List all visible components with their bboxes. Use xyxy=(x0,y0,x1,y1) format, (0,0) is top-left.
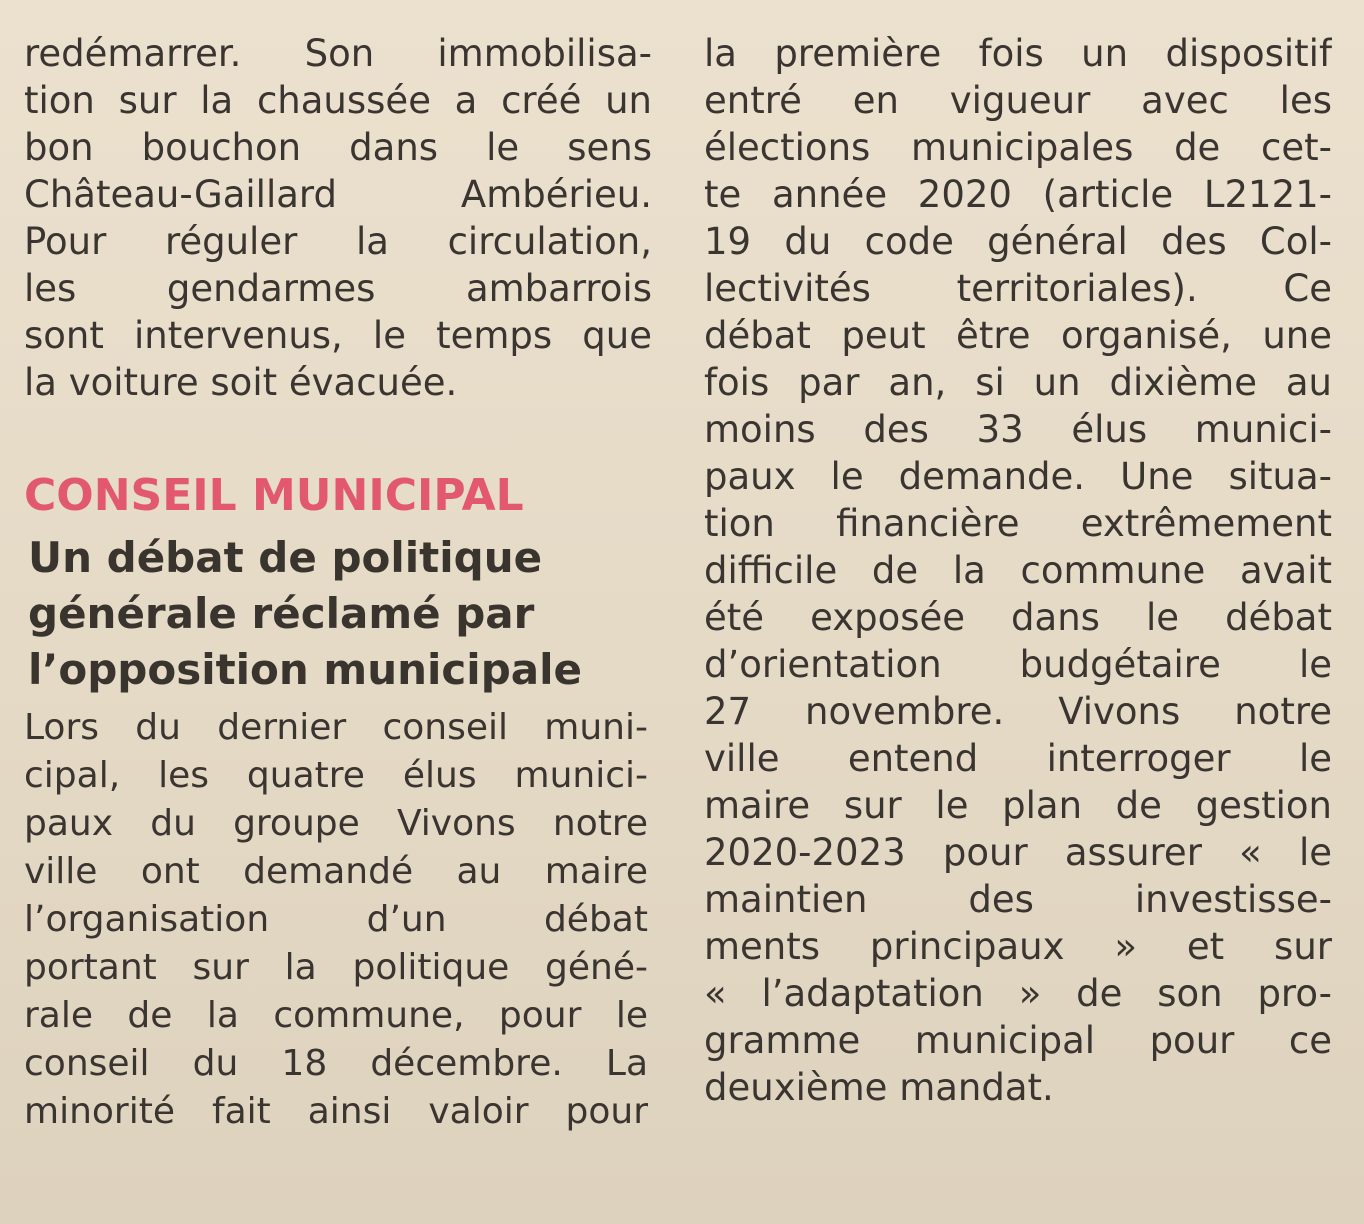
headline-line: l’opposition municipale xyxy=(28,645,582,694)
text-line: débat peut être organisé, une xyxy=(704,314,1332,357)
text-line: 19 du code général des Col- xyxy=(704,220,1332,263)
text-line: minorité fait ainsi valoir pour xyxy=(24,1091,648,1132)
section-rubric: CONSEIL MUNICIPAL xyxy=(24,470,524,521)
text-line: été exposée dans le débat xyxy=(704,596,1332,639)
text-line: paux le demande. Une situa- xyxy=(704,455,1332,498)
text-line: la première fois un dispositif xyxy=(704,32,1332,75)
text-line: ments principaux » et sur xyxy=(704,925,1332,968)
text-line: bon bouchon dans le sens xyxy=(24,126,652,169)
text-line: difficile de la commune avait xyxy=(704,549,1332,592)
text-line: conseil du 18 décembre. La xyxy=(24,1043,648,1084)
text-line: l’organisation d’un débat xyxy=(24,899,648,940)
text-line: redémarrer. Son immobilisa- xyxy=(24,32,652,75)
text-line: maire sur le plan de gestion xyxy=(704,784,1332,827)
article-headline xyxy=(28,530,648,698)
text-line: ville ont demandé au maire xyxy=(24,851,648,892)
text-line: entré en vigueur avec les xyxy=(704,79,1332,122)
text-line: 27 novembre. Vivons notre xyxy=(704,690,1332,733)
text-line: fois par an, si un dixième au xyxy=(704,361,1332,404)
text-line: Pour réguler la circulation, xyxy=(24,220,652,263)
text-line: tion sur la chaussée a créé un xyxy=(24,79,652,122)
article-body-left-column xyxy=(24,704,648,1136)
text-line: Château-Gaillard Ambérieu. xyxy=(24,173,652,216)
text-line: « l’adaptation » de son pro- xyxy=(704,972,1332,1015)
text-line: d’orientation budgétaire le xyxy=(704,643,1332,686)
text-line: deuxième mandat. xyxy=(704,1066,1054,1109)
text-line: la voiture soit évacuée. xyxy=(24,361,458,404)
text-line: rale de la commune, pour le xyxy=(24,995,648,1036)
text-line: les gendarmes ambarrois xyxy=(24,267,652,310)
text-line: portant sur la politique géné- xyxy=(24,947,648,988)
text-line: maintien des investisse- xyxy=(704,878,1332,921)
previous-article-ending xyxy=(24,30,652,406)
text-line: gramme municipal pour ce xyxy=(704,1019,1332,1062)
text-line: ville entend interroger le xyxy=(704,737,1332,780)
text-line: cipal, les quatre élus munici- xyxy=(24,755,648,796)
text-line: 2020-2023 pour assurer « le xyxy=(704,831,1332,874)
headline-line: Un débat de politique xyxy=(28,533,543,582)
headline-line: générale réclamé par xyxy=(28,589,535,638)
text-line: paux du groupe Vivons notre xyxy=(24,803,648,844)
article-body-right-column xyxy=(704,30,1332,1111)
text-line: élections municipales de cet- xyxy=(704,126,1332,169)
text-line: Lors du dernier conseil muni- xyxy=(24,707,648,748)
text-line: te année 2020 (article L2121- xyxy=(704,173,1332,216)
text-line: lectivités territoriales). Ce xyxy=(704,267,1332,310)
text-line: sont intervenus, le temps que xyxy=(24,314,652,357)
text-line: tion financière extrêmement xyxy=(704,502,1332,545)
text-line: moins des 33 élus munici- xyxy=(704,408,1332,451)
